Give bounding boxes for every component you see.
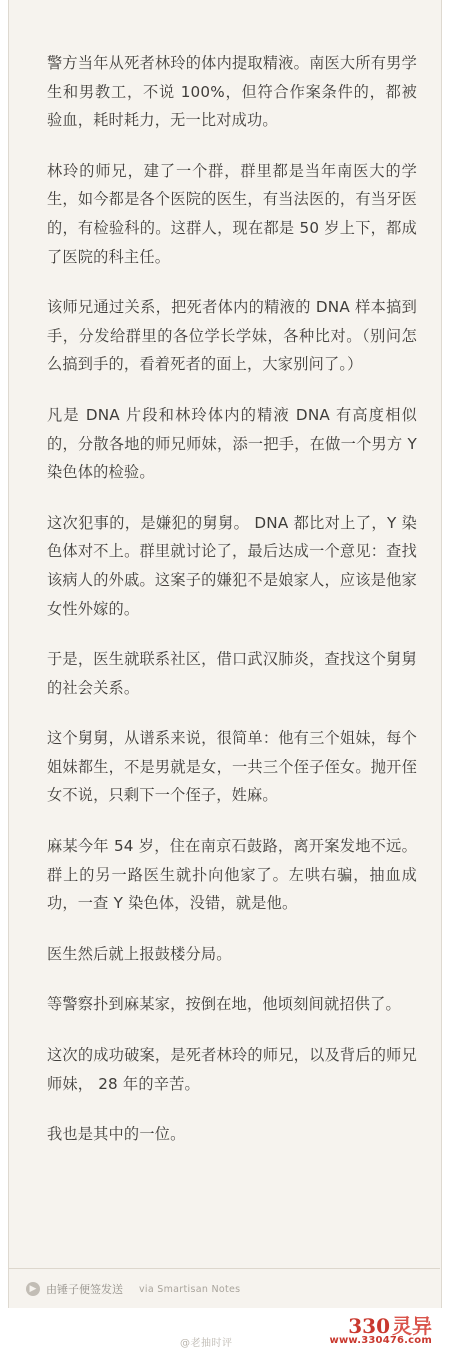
note-paragraph: 这次的成功破案，是死者林玲的师兄，以及背后的师兄师妹， 28 年的辛苦。 — [47, 1046, 417, 1093]
watermark-brand — [348, 1316, 432, 1336]
watermark-brand-glyph: 灵异 — [392, 1314, 432, 1338]
watermark-brand-number: 330 — [348, 1314, 390, 1338]
note-paragraph: 这个舅舅，从谱系来说，很简单：他有三个姐妹，每个姐妹都生，不是男就是女，一共三个侄子侄女。抛开侄女不说，只剩下一个侄子，姓麻。 — [47, 729, 417, 805]
note-paragraph: 医生然后就上报鼓楼分局。 — [47, 944, 232, 963]
note-paragraph: 于是，医生就联系社区，借口武汉肺炎，查找这个舅舅的社会关系。 — [47, 650, 417, 697]
site-watermark — [330, 1316, 432, 1346]
send-icon: ▶ — [26, 1282, 40, 1296]
note-paragraph: 等警察扑到麻某家，按倒在地，他顷刻间就招供了。 — [47, 995, 401, 1014]
note-paragraph: 这次犯事的，是嫌犯的舅舅。 DNA 都比对上了，Y 染色体对不上。群里就讨论了，最后达成一个意见：查找该病人的外戚。这案子的嫌犯不是娘家人，应该是他家女性外嫁的。 — [47, 513, 417, 618]
note-paragraph: 我也是其中的一位。 — [47, 1125, 186, 1144]
note-paragraph: 该师兄通过关系，把死者体内的精液的 DNA 样本搞到手，分发给群里的各位学长学妹，各种比对。（别问怎么搞到手的，看着死者的面上，大家别问了。） — [47, 298, 417, 374]
weibo-handle: @老抽时评 — [180, 1338, 233, 1349]
footer-divider — [8, 1268, 440, 1269]
note-paragraph: 麻某今年 54 岁，住在南京石鼓路，离开案发地不远。群上的另一路医生就扑向他家了。左哄右骗，抽血成功，一查 Y 染色体，没错，就是他。 — [47, 837, 417, 913]
note-footer — [26, 1280, 240, 1298]
watermark-url: www.330476.com — [329, 1335, 432, 1346]
note-paragraph: 警方当年从死者林玲的体内提取精液。南医大所有男学生和男教工，不说 100%，但符合作案条件的，都被验血，耗时耗力，无一比对成功。 — [47, 54, 417, 130]
sent-from-label: 由锤子便签发送 — [46, 1283, 123, 1296]
via-label: via Smartisan Notes — [139, 1283, 241, 1295]
note-card — [8, 0, 442, 1308]
note-paragraph: 林玲的师兄，建了一个群，群里都是当年南医大的学生，如今都是各个医院的医生，有当法医的，有当牙医的，有检验科的。这群人，现在都是 50 岁上下，都成了医院的科主任。 — [47, 161, 417, 266]
note-body — [47, 49, 417, 1171]
note-paragraph: 凡是 DNA 片段和林玲体内的精液 DNA 有高度相似的，分散各地的师兄师妹，添一把手，在做一个男方 Y 染色体的检验。 — [47, 405, 417, 482]
